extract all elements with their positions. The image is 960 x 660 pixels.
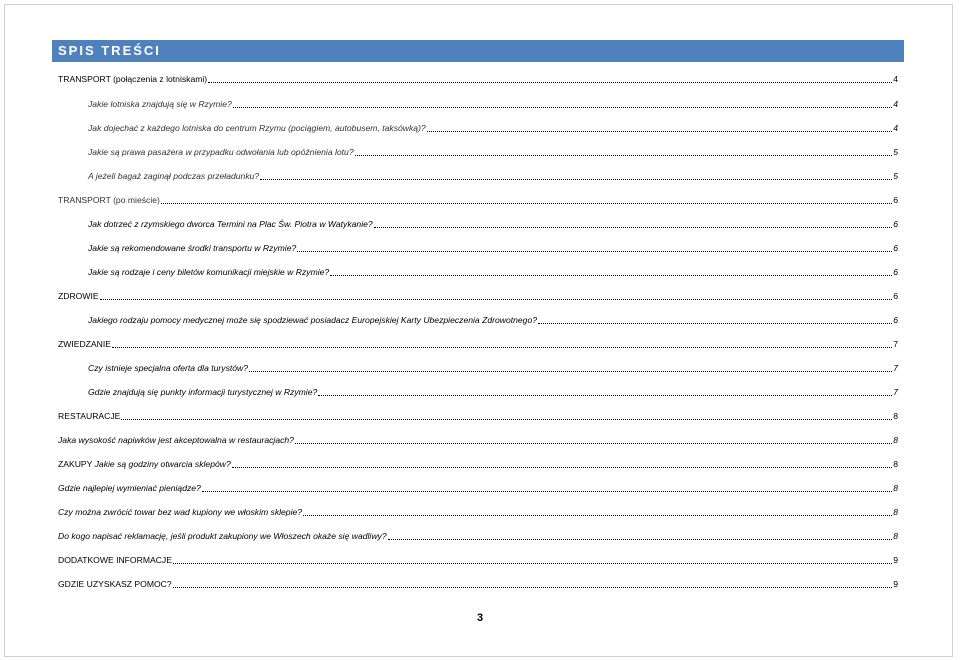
toc-page-number: 6 — [893, 219, 898, 229]
toc-page-number: 6 — [893, 291, 898, 301]
toc-leader — [260, 179, 892, 180]
toc-leader — [318, 395, 892, 396]
toc-page-number: 9 — [893, 579, 898, 589]
toc-entry-label: Gdzie najlepiej wymieniać pieniądze? — [58, 483, 201, 493]
toc-entry-sightseeing[interactable] — [58, 336, 898, 350]
toc-entry-label — [58, 458, 231, 470]
toc-leader — [427, 131, 893, 132]
toc-page-number: 6 — [893, 267, 898, 277]
toc-leader — [295, 443, 892, 444]
toc-entry-label: Jakie są rekomendowane środki transportu w Rzymie? — [88, 243, 297, 253]
toc-entry-label: Gdzie znajdują się punkty informacji turystycznej w Rzymie? — [88, 387, 318, 397]
toc-page-number: 6 — [893, 195, 898, 205]
toc-page-number: 8 — [893, 507, 898, 517]
toc-leader — [233, 107, 892, 108]
toc-entry-complaints[interactable] — [58, 528, 898, 542]
toc-entry-passenger-rights[interactable] — [88, 144, 898, 158]
toc-leader — [374, 227, 893, 228]
toc-leader — [538, 323, 892, 324]
toc-page-number: 9 — [893, 555, 898, 565]
toc-entry-lost-baggage[interactable] — [88, 168, 898, 182]
toc-page-number: 7 — [893, 363, 898, 373]
toc-entry-label: DODATKOWE INFORMACJE — [58, 555, 172, 565]
toc-page-number: 4 — [893, 123, 898, 133]
toc-entry-restaurants[interactable] — [58, 408, 898, 422]
toc-entry-transport-city[interactable] — [58, 192, 898, 206]
toc-leader — [161, 203, 892, 204]
toc-entry-label: Jak dojechać z każdego lotniska do centrum Rzymu (pociągiem, autobusem, taksówką)? — [88, 123, 426, 133]
toc-page-number: 6 — [893, 315, 898, 325]
toc-entry-label: TRANSPORT (po mieście) — [58, 195, 160, 205]
toc-page-number: 5 — [893, 171, 898, 181]
toc-entry-label-italic: Jakie są godziny otwarcia sklepów? — [94, 459, 231, 469]
toc-entry-label: Czy istnieje specjalna oferta dla turystów? — [88, 363, 249, 373]
toc-leader — [173, 587, 893, 588]
toc-entry-health[interactable] — [58, 288, 898, 302]
toc-page-number: 8 — [893, 435, 898, 445]
toc-entry-label: RESTAURACJE — [58, 411, 121, 421]
toc-entry-label: Jakiego rodzaju pomocy medycznej może się spodziewać posiadacz Europejskiej Karty Ubezpieczenia Zdrowotnego? — [88, 315, 538, 325]
toc-entry-currency-exchange[interactable] — [58, 480, 898, 494]
toc-leader — [297, 251, 892, 252]
toc-entry-label: ZDROWIE — [58, 291, 99, 301]
toc-entry-tourist-offer[interactable] — [88, 360, 898, 374]
toc-entry-label: Jak dotrzeć z rzymskiego dworca Termini na Plac Św. Piotra w Watykanie? — [88, 219, 373, 229]
toc-title — [52, 40, 904, 62]
toc-entry-label: GDZIE UZYSKASZ POMOC? — [58, 579, 172, 589]
toc-entry-label: Jaka wysokość napiwków jest akceptowalna w restauracjach? — [58, 435, 294, 445]
toc-page-number: 4 — [893, 99, 898, 109]
toc-entry-help[interactable] — [58, 576, 898, 590]
toc-entry-additional-info[interactable] — [58, 552, 898, 566]
toc-leader — [121, 419, 892, 420]
toc-entry-tickets[interactable] — [88, 264, 898, 278]
toc-leader — [388, 539, 893, 540]
page-number: 3 — [476, 612, 484, 624]
toc-entry-tourist-info[interactable] — [88, 384, 898, 398]
toc-page-number: 8 — [893, 459, 898, 469]
toc-page-number: 5 — [893, 147, 898, 157]
toc-entry-recommended-transport[interactable] — [88, 240, 898, 254]
toc-leader — [232, 467, 892, 468]
toc-entry-returns[interactable] — [58, 504, 898, 518]
toc-entry-label-heading: ZAKUPY — [58, 459, 93, 469]
toc-entry-termini-vatican[interactable] — [88, 216, 898, 230]
toc-entry-label: ZWIEDZANIE — [58, 339, 111, 349]
toc-leader — [330, 275, 892, 276]
toc-entry-label: Do kogo napisać reklamację, jeśli produkt zakupiony we Włoszech okaże się wadliwy? — [58, 531, 387, 541]
toc-leader — [112, 347, 892, 348]
toc-leader — [303, 515, 892, 516]
toc-entry-tips[interactable] — [58, 432, 898, 446]
toc-page-number: 8 — [893, 531, 898, 541]
toc-page-number: 8 — [893, 483, 898, 493]
toc-leader — [173, 563, 892, 564]
toc-entry-airport-to-center[interactable] — [88, 120, 898, 134]
toc-leader — [202, 491, 892, 492]
toc-entry-label: Jakie są rodzaje i ceny biletów komunikacji miejskie w Rzymie? — [88, 267, 330, 277]
toc-entry-label: Jakie lotniska znajdują się w Rzymie? — [88, 99, 232, 109]
toc-title-text: SPIS TREŚCI — [58, 43, 161, 58]
toc-page-number: 8 — [893, 411, 898, 421]
toc-entry-label: TRANSPORT (połączenia z lotniskami) — [58, 74, 208, 84]
toc-leader — [208, 82, 892, 83]
toc-entry-label: Jakie są prawa pasażera w przypadku odwołania lub opóźnienia lotu? — [88, 147, 354, 157]
toc-page-number: 7 — [893, 339, 898, 349]
toc-page-number: 6 — [893, 243, 898, 253]
toc-entry-transport-airports[interactable] — [58, 71, 898, 85]
toc-page-number: 4 — [893, 74, 898, 84]
toc-entry-label: Czy można zwrócić towar bez wad kupiony we włoskim sklepie? — [58, 507, 303, 517]
toc-entry-shopping[interactable] — [58, 456, 898, 470]
toc-entry-ehic[interactable] — [88, 312, 898, 326]
toc-entry-airports[interactable] — [88, 96, 898, 110]
toc-entry-label: A jeżeli bagaż zaginął podczas przeładunku? — [88, 171, 260, 181]
toc-page-number: 7 — [893, 387, 898, 397]
toc-leader — [355, 155, 893, 156]
toc-leader — [100, 299, 893, 300]
toc-leader — [249, 371, 892, 372]
